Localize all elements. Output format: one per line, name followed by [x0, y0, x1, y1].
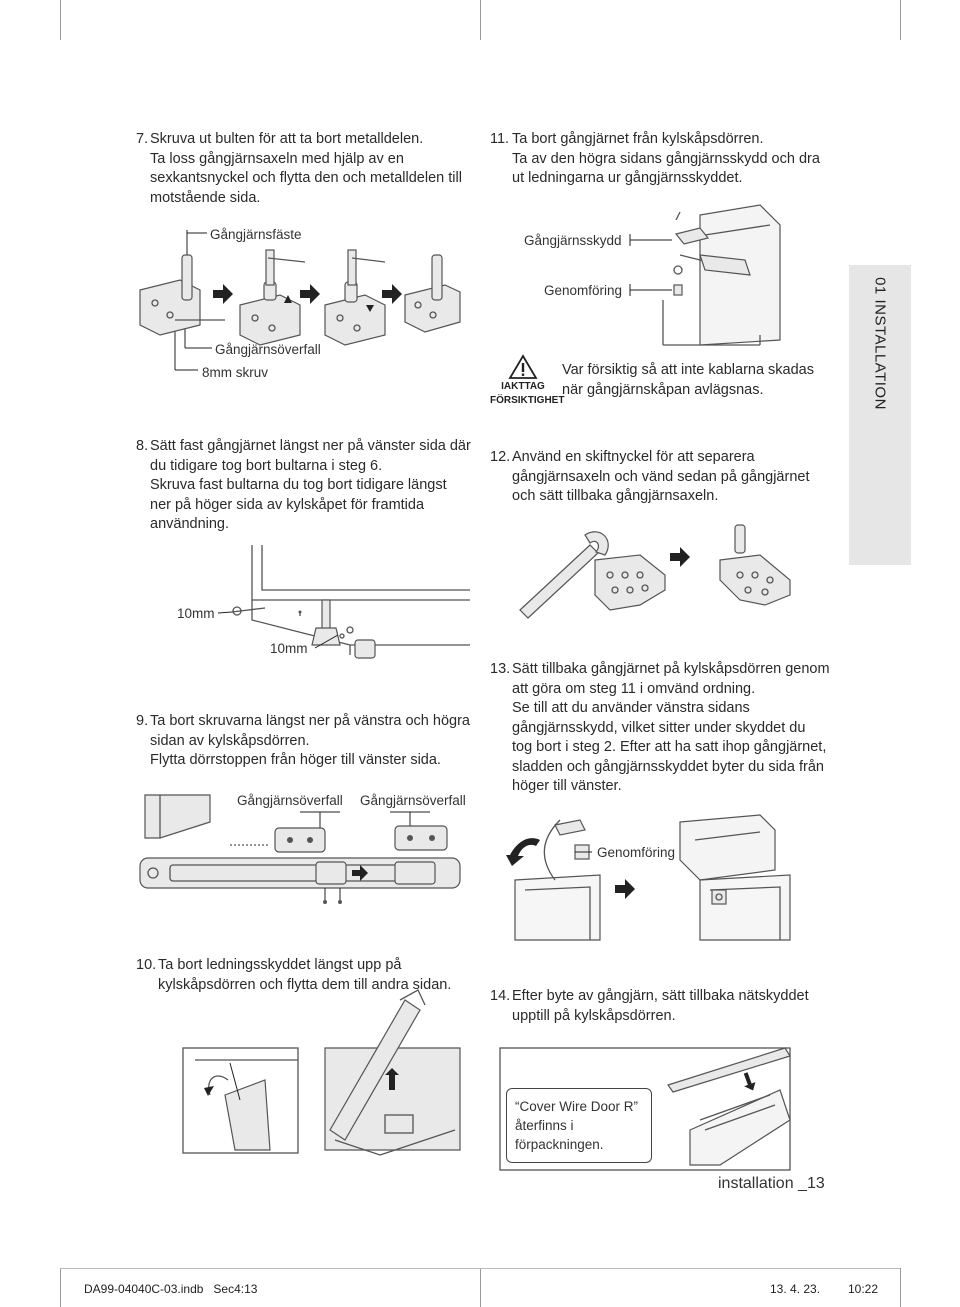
label-10mm: 10mm: [177, 606, 215, 621]
label-hinge-lower-b: Gångjärnsöverfall: [360, 793, 466, 808]
step-line: Skruva fast bultarna du tog bort tidigare längst: [150, 477, 447, 493]
label-hinge-lower: Gångjärnsöverfall: [215, 342, 321, 357]
step-line: Ta av den högra sidans gångjärnsskydd och dra: [512, 150, 820, 167]
footer-date: 13. 4. 23.: [770, 1282, 821, 1296]
chapter-tab-label: 01 INSTALLATION: [871, 277, 889, 410]
footer-time: 10:22: [848, 1282, 879, 1296]
step-line: Flytta dörrstoppen från höger till vänster sida.: [150, 752, 441, 768]
step-line: du tidigare tog bort bultarna i steg 6.: [150, 457, 383, 474]
step-line: ut ledningarna ur gångjärnsskyddet.: [512, 170, 743, 186]
callout-line: “Cover Wire Door R”: [515, 1099, 639, 1114]
step-number: 7.: [136, 131, 149, 147]
callout-line: återfinns i: [515, 1118, 574, 1133]
step-line: motstående sida.: [150, 189, 261, 206]
step-line: Ta bort gångjärnet från kylskåpsdörren.: [512, 131, 764, 147]
step-line: kylskåpsdörren och flytta dem till andra sidan.: [158, 976, 452, 993]
caution-title: IAKTTAG: [501, 381, 545, 392]
page-label: installation _13: [718, 1175, 825, 1192]
step-number: 14.: [490, 988, 511, 1004]
step-number: 12.: [490, 449, 511, 465]
step-line: gångjärnsskydd, vilket sitter under skyddet du: [512, 719, 806, 736]
step-line: Skruva ut bulten för att ta bort metalldelen.: [150, 131, 424, 147]
label-10mm: 10mm: [270, 641, 308, 656]
step-line: sexkantsnyckel och flytta den och metalldelen till: [150, 170, 462, 186]
label-hinge-bracket: Gångjärnsfäste: [210, 227, 302, 242]
step-line: och sätt tillbaka gångjärnsaxeln.: [512, 488, 719, 504]
label-lead-through-2: Genomföring: [597, 845, 676, 860]
caution-line: Var försiktig så att inte kablarna skadas: [562, 362, 814, 378]
step-line: sidan av kylskåpsdörren.: [150, 732, 310, 749]
callout-line: förpackningen.: [515, 1137, 604, 1152]
step-number: 10.: [136, 957, 157, 973]
step-number: 13.: [490, 661, 511, 677]
label-lead-through: Genomföring: [544, 283, 623, 298]
step-line: Använd en skiftnyckel för att separera: [512, 449, 755, 465]
step-number: 9.: [136, 713, 149, 729]
step-number: 11.: [490, 131, 510, 147]
step-line: upptill på kylskåpsdörren.: [512, 1007, 676, 1024]
step-number: 8.: [136, 438, 149, 454]
step-line: att göra om steg 11 i omvänd ordning.: [512, 680, 756, 697]
step-line: Sätt fast gångjärnet längst ner på vänster sida där: [150, 438, 471, 454]
step-line: användning.: [150, 516, 230, 532]
step-line: Sätt tillbaka gångjärnet på kylskåpsdörren genom: [512, 661, 830, 677]
step-line: Efter byte av gångjärn, sätt tillbaka nätskyddet: [512, 988, 809, 1004]
footer-file: DA99-04040C-03.indb Sec4:13: [84, 1282, 258, 1296]
step-line: gångjärnsaxeln och vänd sedan på gångjärnet: [512, 468, 810, 485]
step-line: höger till vänster.: [512, 778, 622, 794]
label-hinge-cover: Gångjärnsskydd: [524, 233, 622, 248]
caution-line: när gångjärnskåpan avlägsnas.: [562, 381, 764, 398]
label-hinge-lower-a: Gångjärnsöverfall: [237, 793, 343, 808]
caution-title: FÖRSIKTIGHET: [490, 395, 565, 406]
step-line: tog bort i steg 2. Efter att ha satt ihop gångjärnet,: [512, 739, 827, 755]
step-line: Ta bort ledningsskyddet längst upp på: [158, 957, 402, 973]
step-line: sladden och gångjärnsskyddet byter du sida från: [512, 758, 824, 775]
step-line: Ta loss gångjärnsaxeln med hjälp av en: [150, 150, 404, 167]
step-line: ner på höger sida av kylskåpet för framtida: [150, 496, 425, 513]
label-8mm-screw: 8mm skruv: [202, 365, 269, 380]
cover-wire-callout: [506, 1088, 652, 1163]
step-line: Ta bort skruvarna längst ner på vänstra och högra: [150, 713, 470, 729]
step-line: Se till att du använder vänstra sidans: [512, 700, 750, 716]
